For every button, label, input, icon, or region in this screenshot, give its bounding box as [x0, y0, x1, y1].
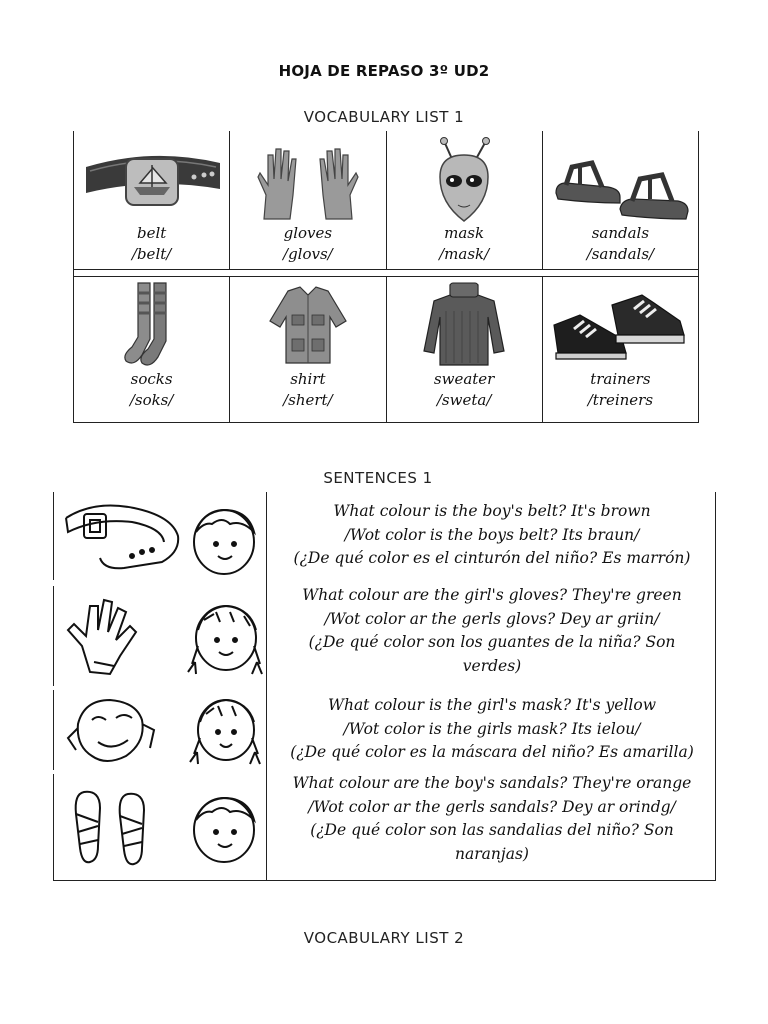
vocab-card-trainers	[543, 277, 698, 423]
trainers-icon	[550, 281, 690, 369]
vocabulary-row	[74, 276, 698, 423]
sentence-text	[269, 584, 715, 678]
sentence-spanish: (¿De qué color es la máscara del niño? Es amarilla)	[290, 743, 694, 761]
belt-icon	[54, 492, 264, 578]
sentence-spanish: (¿De qué color son los guantes de la niña? Son	[308, 633, 676, 651]
vocab-word: trainers	[590, 370, 651, 388]
sentence-english: What colour are the girl's gloves? They're green	[302, 586, 682, 604]
vocab-card-sweater	[387, 277, 543, 423]
sentence-english: What colour are the boy's sandals? They're orange	[292, 774, 692, 792]
vocabulary-row	[74, 131, 698, 270]
sentence-spanish: (¿De qué color es el cinturón del niño? Es marrón)	[293, 549, 691, 567]
sentence-text	[269, 772, 715, 866]
socks-icon	[82, 281, 222, 369]
sentences-1-heading: SENTENCES 1	[323, 469, 433, 487]
sentence-phonetic: /Wot color is the girls mask? Its ielou/	[343, 719, 641, 738]
sweater-icon	[394, 281, 534, 369]
sentence-spanish: (¿De qué color son las sandalias del niño? Son	[310, 821, 674, 839]
sentence-row-sandals	[53, 774, 715, 880]
vocab-word: socks	[130, 370, 173, 388]
sentence-english: What colour is the boy's belt? It's brown	[333, 502, 651, 520]
sentence-row-gloves	[53, 586, 715, 686]
vocabulary-list-1-heading: VOCABULARY LIST 1	[303, 108, 465, 126]
vocabulary-grid	[73, 131, 699, 423]
vocab-card-socks	[74, 277, 230, 423]
vocab-card-sandals	[543, 131, 698, 269]
sentence-picture-cell	[53, 492, 266, 580]
page-title: HOJA DE REPASO 3º UD2	[278, 62, 490, 80]
vocab-phonetic: /glovs/	[283, 245, 333, 263]
vocab-phonetic: /soks/	[129, 391, 174, 409]
boy-face	[194, 510, 254, 574]
vocab-word: gloves	[283, 224, 333, 242]
sentence-text	[269, 500, 715, 571]
vocab-phonetic: /mask/	[439, 245, 490, 263]
sentence-phonetic: /Wot color is the boys belt? Its braun/	[344, 525, 640, 544]
vocab-phonetic: /sandals/	[586, 245, 655, 263]
vocab-phonetic: /belt/	[131, 245, 172, 263]
vocab-word: sandals	[591, 224, 650, 242]
sentence-english: What colour is the girl's mask? It's yellow	[328, 696, 656, 714]
sentence-row-belt	[53, 492, 715, 580]
sentence-spanish-cont: naranjas)	[455, 844, 529, 863]
vocabulary-list-2-heading: VOCABULARY LIST 2	[303, 929, 465, 947]
shirt-icon	[238, 281, 378, 369]
gloves-icon	[238, 137, 378, 223]
vocab-word: shirt	[290, 370, 326, 388]
gloves-icon	[54, 586, 264, 682]
mask-icon	[54, 690, 264, 770]
sentence-text	[269, 694, 715, 765]
sentence-picture-cell	[53, 586, 266, 686]
vocab-word: sweater	[433, 370, 495, 388]
sentence-phonetic: /Wot color ar the gerls glovs? Dey ar griin/	[324, 609, 660, 628]
belt-icon	[82, 137, 222, 223]
alien-mask-icon	[394, 137, 534, 223]
vocab-word: belt	[136, 224, 167, 242]
vocab-card-gloves	[230, 131, 386, 269]
vocab-word: mask	[444, 224, 485, 242]
sentence-spanish-cont: verdes)	[462, 656, 522, 675]
vocab-card-shirt	[230, 277, 386, 423]
vocab-card-mask	[387, 131, 543, 269]
vocab-phonetic: /treiners	[587, 391, 654, 409]
sentence-picture-cell	[53, 690, 266, 770]
sentence-row-mask	[53, 690, 715, 770]
sentences-table	[53, 492, 716, 881]
vocab-card-belt	[74, 131, 230, 269]
sentence-phonetic: /Wot color ar the gerls sandals? Dey ar orindg/	[308, 797, 676, 816]
sentence-picture-cell	[53, 774, 266, 880]
vocab-phonetic: /shert/	[283, 391, 333, 409]
sandals-icon	[550, 137, 690, 223]
vocab-phonetic: /sweta/	[436, 391, 492, 409]
sandals-icon	[54, 774, 264, 876]
